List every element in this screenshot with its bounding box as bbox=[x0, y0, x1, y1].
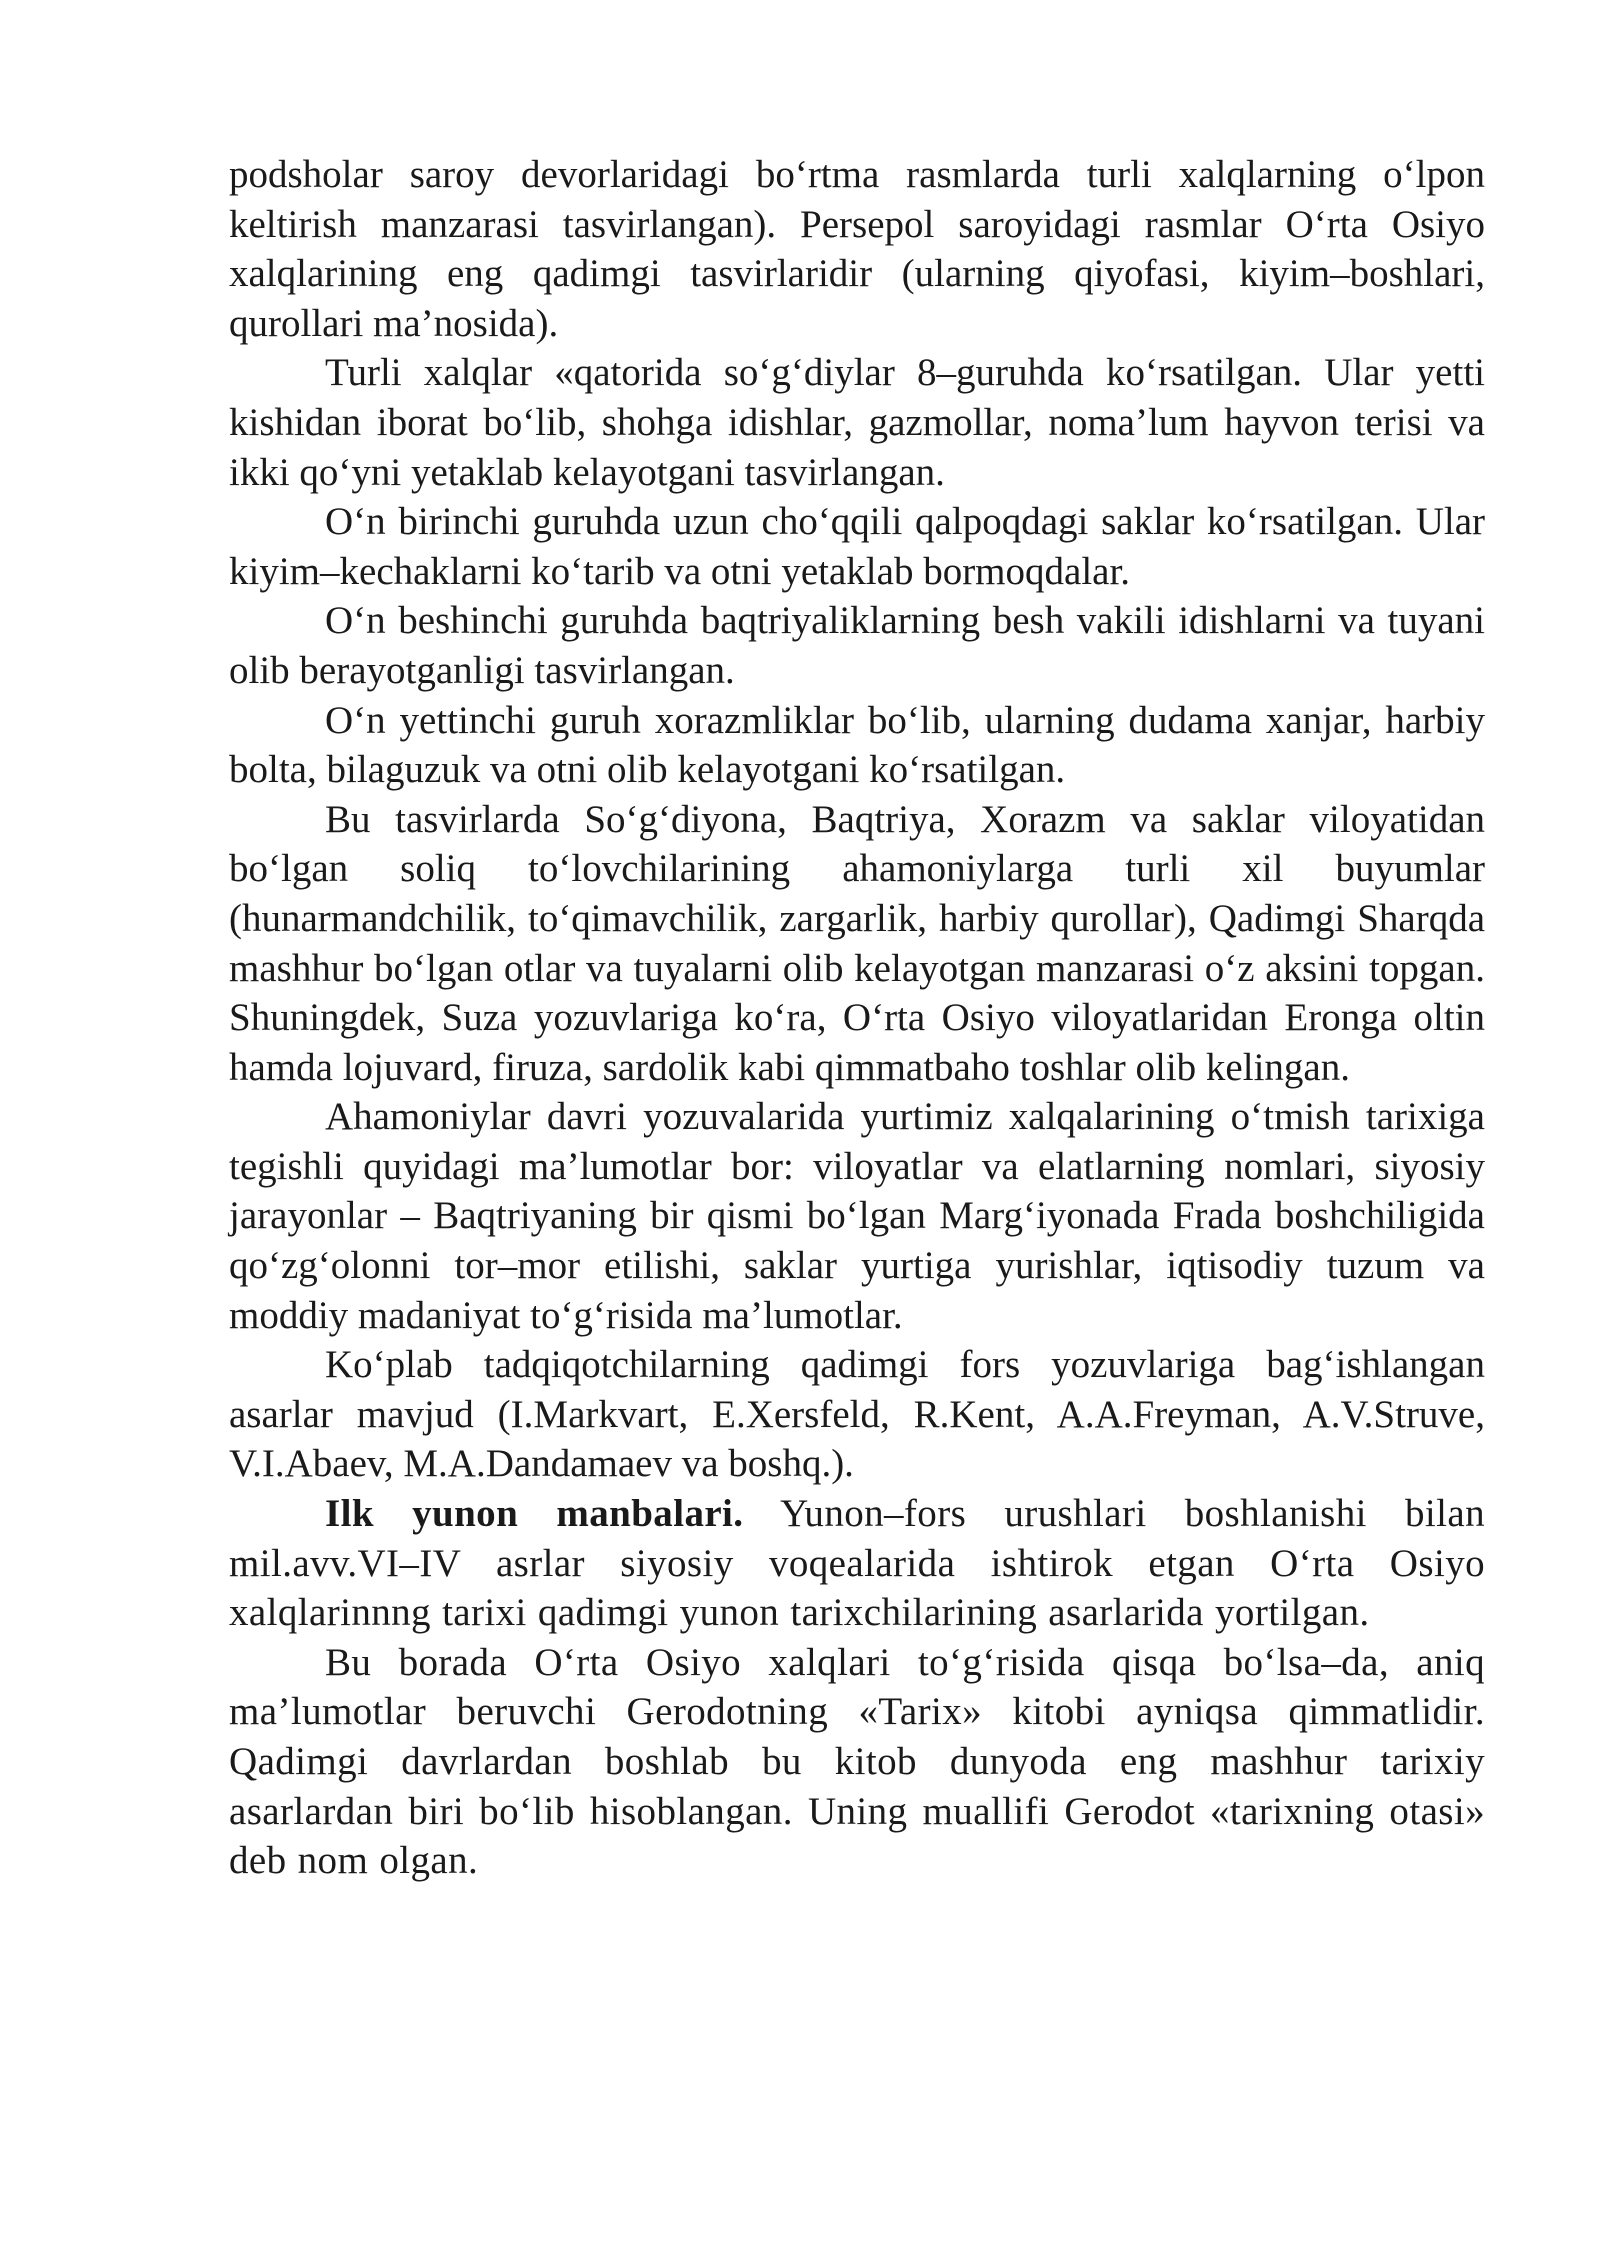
paragraph-tributes: Bu tasvirlarda So‘g‘diyona, Baqtriya, Xorazm va saklar viloyatidan bo‘lgan soliq to‘lovchilarining ahamoniylarga turli xil buyumlar (hunarmandchilik, to‘qimavchilik, zargarlik, harbiy qurollar), Qadimgi Sharqda mashhur bo‘lgan otlar va tuyalarni olib kelayotgan manzarasi o‘z aksini topgan. Shuningdek, Suza yozuvlariga ko‘ra, O‘rta Osiyo viloyatlaridan Eronga oltin hamda lojuvard, firuza, sardolik kabi qimmatbaho toshlar olib kelingan. bbox=[229, 797, 1485, 1089]
paragraph-sogdians: Turli xalqlar «qatorida so‘g‘diylar 8–guruhda ko‘rsatilgan. Ular yetti kishidan iborat bo‘lib, shohga idishlar, gazmollar, noma’lum hayvon terisi va ikki qo‘yni yetaklab kelayotgani tasvirlangan. bbox=[229, 351, 1485, 494]
document-page bbox=[229, 150, 1485, 1886]
paragraph-herodotus: Bu borada O‘rta Osiyo xalqlari to‘g‘risida qisqa bo‘lsa–da, aniq ma’lumotlar beruvchi Gerodotning «Tarix» kitobi ayniqsa qimmatlidir. Qadimgi davrlardan boshlab bu kitob dunyoda eng mashhur tarixiy asarlardan biri bo‘lib hisoblangan. Uning muallifi Gerodot «tarixning otasi» deb nom olgan. bbox=[229, 1640, 1485, 1883]
paragraph-achaemenid-inscriptions: Ahamoniylar davri yozuvalarida yurtimiz xalqalarining o‘tmish tarixiga tegishli quyidagi ma’lumotlar bor: viloyatlar va elatlarning nomlari, siyosiy jarayonlar – Baqtriyaning bir qismi bo‘lgan Marg‘iyonada Frada boshchiligida qo‘zg‘olonni tor–mor etilishi, saklar yurtiga yurishlar, iqtisodiy tuzum va moddiy madaniyat to‘g‘risida ma’lumotlar. bbox=[229, 1095, 1485, 1337]
paragraph-persepol-continued: podsholar saroy devorlaridagi bo‘rtma rasmlarda turli xalqlarning o‘lpon keltirish manzarasi tasvirlangan). Persepol saroyidagi rasmlar O‘rta Osiyo xalqlarining eng qadimgi tasvirlaridir (ularning qiyofasi, kiyim–boshlari, qurollari ma’nosida). bbox=[229, 153, 1485, 345]
paragraph-researchers: Ko‘plab tadqiqotchilarning qadimgi fors yozuvlariga bag‘ishlangan asarlar mavjud (I.Markvart, E.Xersfeld, R.Kent, A.A.Freyman, A.V.Struve, V.I.Abaev, M.A.Dandamaev va boshq.). bbox=[229, 1343, 1485, 1486]
section-heading-text: Yunon–fors urushlari boshlanishi bilan mil.avv.VI–IV asrlar siyosiy voqealarida ishtirok etgan O‘rta Osiyo xalqlarinnng tarixi qadimgi yunon tarixchilarining asarlarida yortilgan. bbox=[229, 1492, 1485, 1635]
paragraph-saks: O‘n birinchi guruhda uzun cho‘qqili qalpoqdagi saklar ko‘rsatilgan. Ular kiyim–kechaklarni ko‘tarib va otni yetaklab bormoqdalar. bbox=[229, 500, 1485, 593]
paragraph-bactrians: O‘n beshinchi guruhda baqtriyaliklarning besh vakili idishlarni va tuyani olib berayotganligi tasvirlangan. bbox=[229, 599, 1485, 692]
paragraph-khorezmians: O‘n yettinchi guruh xorazmliklar bo‘lib, ularning dudama xanjar, harbiy bolta, bilaguzuk va otni olib kelayotgani ko‘rsatilgan. bbox=[229, 698, 1485, 792]
paragraph-greek-sources bbox=[229, 1489, 1485, 1638]
section-heading: Ilk yunon manbalari. bbox=[325, 1492, 744, 1536]
